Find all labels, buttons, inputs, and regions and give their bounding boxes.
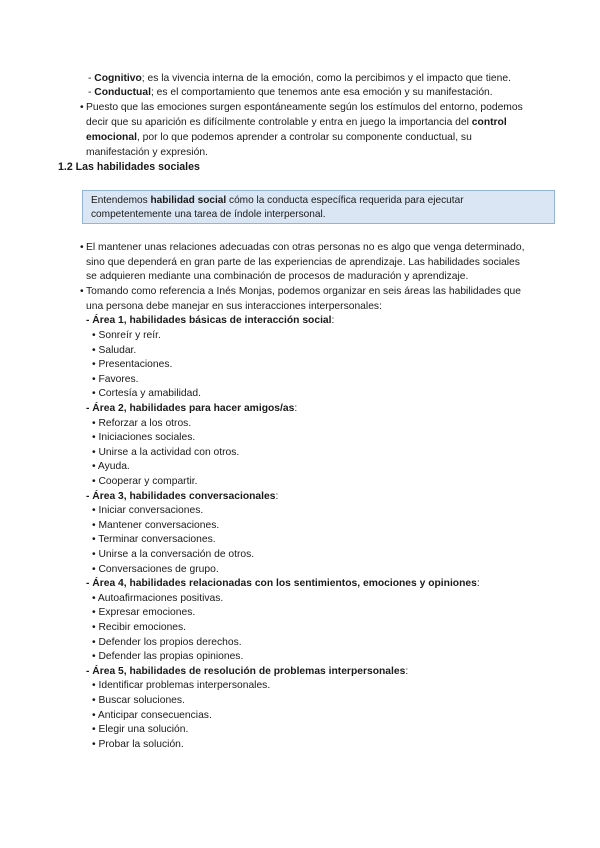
- area-2-title: - Área 2, habilidades para hacer amigos/as:: [86, 403, 298, 414]
- cognitivo-text: ; es la vivencia interna de la emoción, como la percibimos y el impacto que tiene.: [141, 73, 511, 84]
- list-item: • Presentaciones.: [92, 359, 173, 370]
- area-5-title: - Área 5, habilidades de resolución de problemas interpersonales:: [86, 666, 409, 677]
- bullet-icon: •: [92, 534, 96, 545]
- bullet-icon: •: [92, 461, 96, 472]
- list-item: • Buscar soluciones.: [92, 695, 185, 706]
- control-term: control: [471, 117, 507, 128]
- list-item: • Recibir emociones.: [92, 622, 187, 633]
- definition-box: [82, 190, 555, 224]
- puesto-line-3: [86, 131, 472, 146]
- list-item: • Cooperar y compartir.: [92, 476, 198, 487]
- bullet-icon: •: [92, 637, 96, 648]
- definition-line-2: competentemente una tarea de índole interpersonal.: [91, 209, 326, 220]
- list-item: • Defender las propias opiniones.: [92, 651, 244, 662]
- bullet-icon: •: [80, 242, 84, 253]
- list-item: • Iniciar conversaciones.: [92, 505, 204, 516]
- puesto-text: , por lo que podemos aprender a controlar su componente conductual, su: [136, 132, 472, 143]
- list-item: • Defender los propios derechos.: [92, 637, 242, 648]
- puesto-text: decir que su aparición es difícilmente controlable y entra en juego la importancia del: [86, 117, 472, 128]
- area-title-text: Área 5, habilidades de resolución de problemas interpersonales: [92, 666, 406, 677]
- definition-line-1: [91, 194, 464, 209]
- area-title-text: Área 4, habilidades relacionadas con los sentimientos, emociones y opiniones: [92, 578, 477, 589]
- dash: -: [88, 73, 95, 84]
- definition-text: Entendemos: [91, 195, 151, 206]
- puesto-line-4: manifestación y expresión.: [86, 147, 208, 158]
- conductual-item: [88, 86, 493, 101]
- list-item: • Anticipar consecuencias.: [92, 710, 212, 721]
- bullet-icon: •: [92, 374, 96, 385]
- bullet-icon: •: [92, 330, 96, 341]
- list-item: • Cortesía y amabilidad.: [92, 388, 201, 399]
- bullet-icon: •: [92, 549, 96, 560]
- bullet-icon: •: [92, 476, 96, 487]
- list-item: • Probar la solución.: [92, 739, 184, 750]
- bullet-icon: •: [92, 505, 96, 516]
- bullet-icon: •: [92, 622, 96, 633]
- bullet-icon: •: [80, 286, 84, 297]
- area-3-title: - Área 3, habilidades conversacionales:: [86, 491, 279, 502]
- list-item: • Conversaciones de grupo.: [92, 564, 219, 575]
- bullet-icon: •: [92, 432, 96, 443]
- list-item: • Iniciaciones sociales.: [92, 432, 196, 443]
- bullet-icon: •: [92, 520, 96, 531]
- bullet-icon: •: [92, 680, 96, 691]
- cognitivo-term: Cognitivo: [94, 73, 142, 84]
- paragraph-line: una persona debe manejar en sus interacciones interpersonales:: [86, 301, 382, 312]
- area-4-title: - Área 4, habilidades relacionadas con los sentimientos, emociones y opiniones:: [86, 578, 480, 589]
- dash: -: [88, 87, 95, 98]
- paragraph-line: sino que dependerá en gran parte de las experiencias de aprendizaje. Las habilidades sociales: [86, 257, 520, 268]
- puesto-line-2: [86, 116, 507, 131]
- list-item: • Sonreír y reír.: [92, 330, 161, 341]
- bullet-icon: •: [92, 564, 96, 575]
- list-item: • Ayuda.: [92, 461, 130, 472]
- conductual-term: Conductual: [94, 87, 151, 98]
- bullet-icon: •: [92, 739, 96, 750]
- paragraph-line: se adquieren mediante una combinación de procesos de maduración y aprendizaje.: [86, 271, 469, 282]
- list-item: • Elegir una solución.: [92, 724, 189, 735]
- bullet-icon: •: [92, 345, 96, 356]
- area-title-text: Área 2, habilidades para hacer amigos/as: [92, 403, 295, 414]
- bullet-icon: •: [92, 710, 96, 721]
- list-item: • Reforzar a los otros.: [92, 418, 192, 429]
- bullet-icon: •: [92, 724, 96, 735]
- list-item: • Terminar conversaciones.: [92, 534, 216, 545]
- bullet-icon: •: [92, 593, 96, 604]
- paragraph-line: Tomando como referencia a Inés Monjas, podemos organizar en seis áreas las habilidades que: [86, 286, 522, 297]
- emocional-term: emocional: [86, 132, 137, 143]
- list-item: • Expresar emociones.: [92, 607, 196, 618]
- conductual-text: ; es el comportamiento que tenemos ante esa emoción y su manifestación.: [150, 87, 493, 98]
- list-item: • Favores.: [92, 374, 139, 385]
- area-1-title: - Área 1, habilidades básicas de interacción social:: [86, 315, 335, 326]
- list-item: • Mantener conversaciones.: [92, 520, 220, 531]
- definition-term: habilidad social: [150, 195, 227, 206]
- list-item: • Saludar.: [92, 345, 137, 356]
- bullet-icon: •: [92, 359, 96, 370]
- list-item: • Unirse a la actividad con otros.: [92, 447, 240, 458]
- list-item: • Identificar problemas interpersonales.: [92, 680, 271, 691]
- bullet-icon: •: [92, 651, 96, 662]
- area-title-text: Área 3, habilidades conversacionales: [92, 491, 276, 502]
- bullet-icon: •: [92, 388, 96, 399]
- paragraph-line: El mantener unas relaciones adecuadas con otras personas no es algo que venga determinado,: [86, 242, 525, 253]
- area-title-text: Área 1, habilidades básicas de interacción social: [92, 315, 332, 326]
- list-item: • Unirse a la conversación de otros.: [92, 549, 255, 560]
- bullet-icon: •: [80, 102, 84, 113]
- bullet-icon: •: [92, 695, 96, 706]
- bullet-icon: •: [92, 607, 96, 618]
- list-item: • Autoafirmaciones positivas.: [92, 593, 224, 604]
- bullet-icon: •: [92, 447, 96, 458]
- definition-text: cómo la conducta específica requerida para ejecutar: [226, 195, 464, 206]
- puesto-line-1: Puesto que las emociones surgen espontáneamente según los estímulos del entorno, podemos: [86, 102, 523, 113]
- bullet-icon: •: [92, 418, 96, 429]
- section-heading: 1.2 Las habilidades sociales: [58, 161, 200, 173]
- cognitivo-item: [88, 72, 511, 87]
